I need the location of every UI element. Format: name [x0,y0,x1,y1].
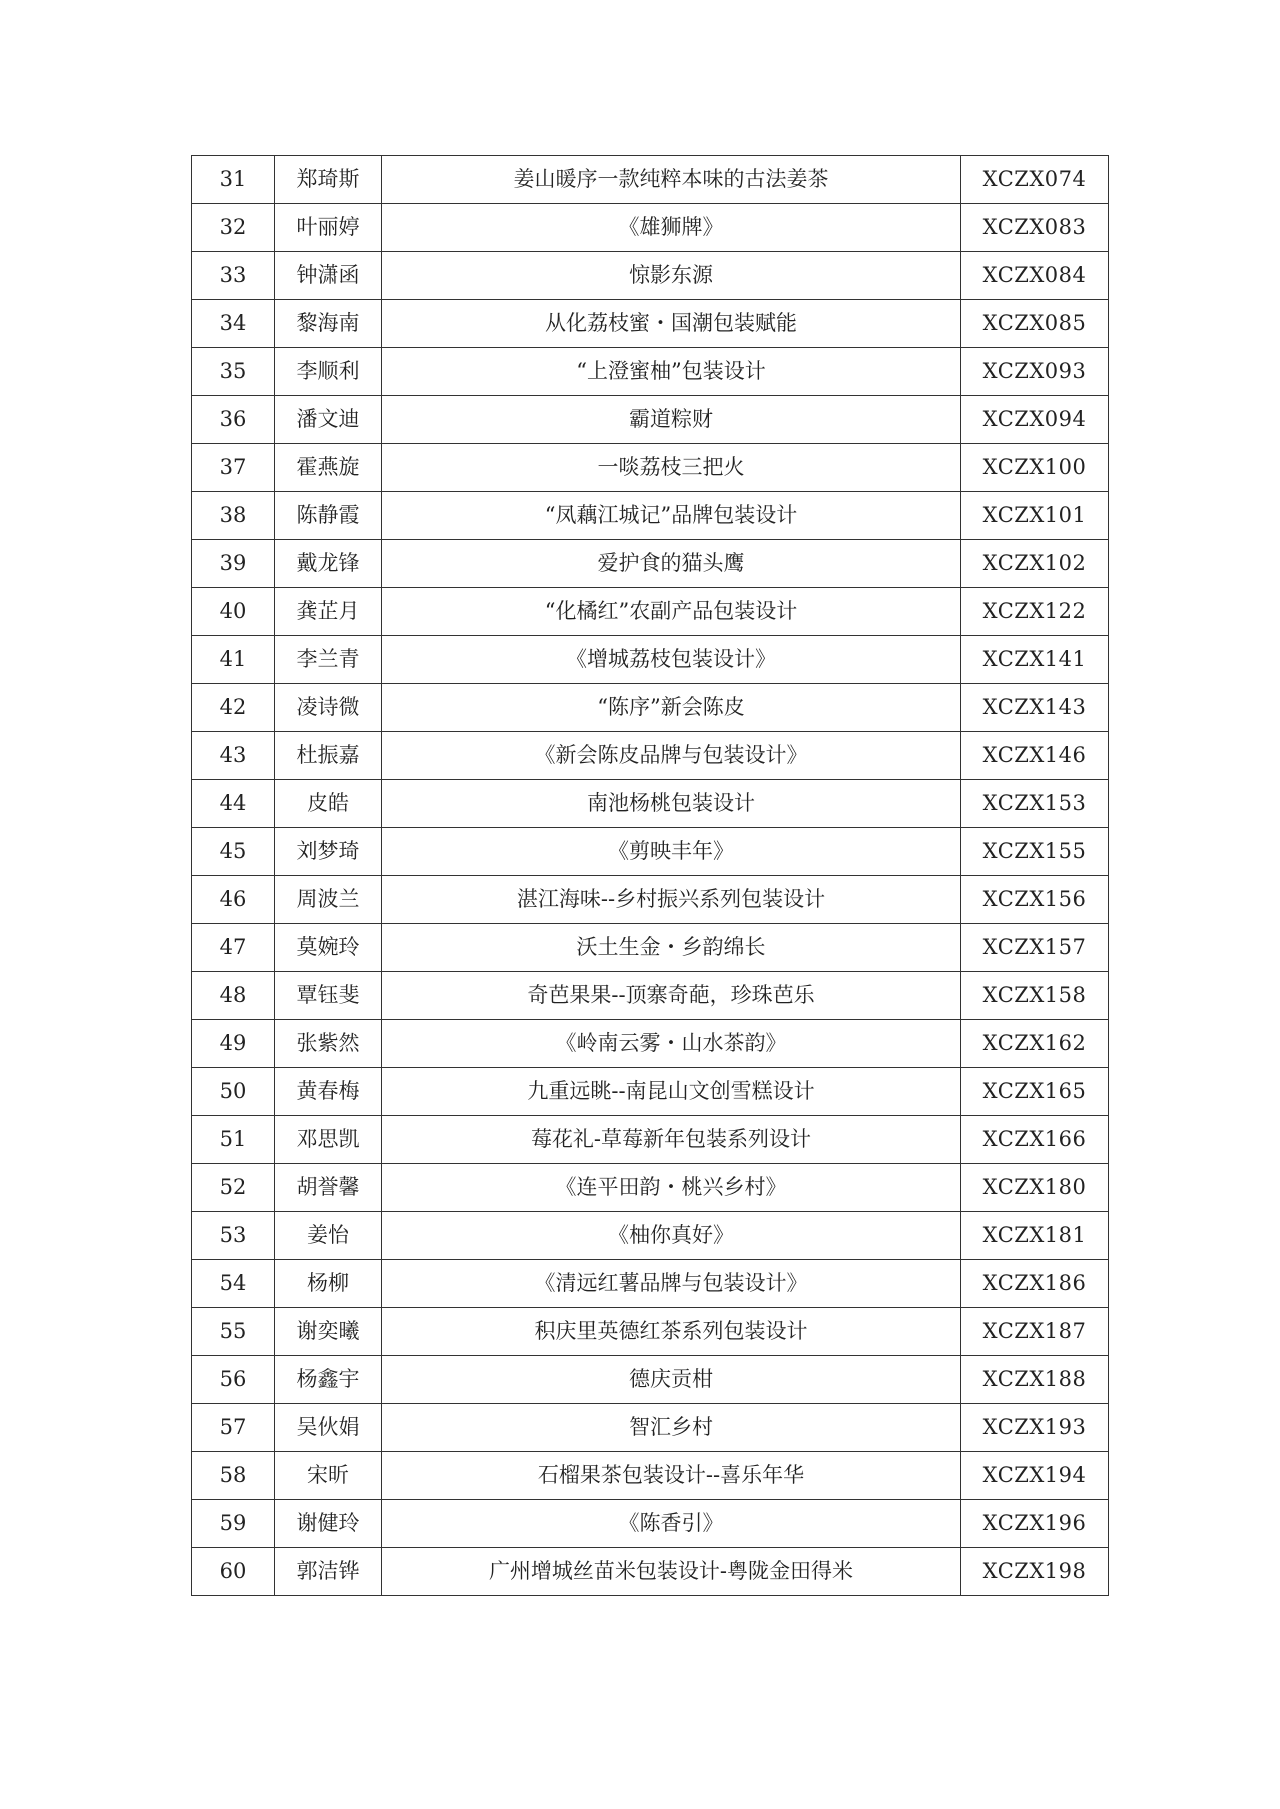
work-title: 《柚你真好》 [382,1212,961,1260]
work-title: 沃土生金・乡韵绵长 [382,924,961,972]
table-row [192,1500,1109,1548]
entrant-name: 杜振嘉 [275,732,382,780]
entry-number: 60 [192,1548,275,1596]
work-title: 《剪映丰年》 [382,828,961,876]
entrant-name: 周波兰 [275,876,382,924]
table-row [192,444,1109,492]
work-title: 一啖荔枝三把火 [382,444,961,492]
entry-number: 31 [192,156,275,204]
work-title: 惊影东源 [382,252,961,300]
entries-table [191,155,1109,1596]
entry-number: 43 [192,732,275,780]
work-title: 《陈香引》 [382,1500,961,1548]
table-row [192,780,1109,828]
entry-code: XCZX157 [961,924,1109,972]
entry-code: XCZX074 [961,156,1109,204]
entrant-name: 陈静霞 [275,492,382,540]
work-title: 南池杨桃包装设计 [382,780,961,828]
entrant-name: 钟潇函 [275,252,382,300]
work-title: 湛江海味--乡村振兴系列包装设计 [382,876,961,924]
work-title: 九重远眺--南昆山文创雪糕设计 [382,1068,961,1116]
entry-number: 41 [192,636,275,684]
table-row [192,156,1109,204]
work-title: 《雄狮牌》 [382,204,961,252]
entry-code: XCZX101 [961,492,1109,540]
entrant-name: 吴伙娟 [275,1404,382,1452]
entry-number: 54 [192,1260,275,1308]
entrant-name: 张紫然 [275,1020,382,1068]
table-row [192,1260,1109,1308]
work-title: 爱护食的猫头鹰 [382,540,961,588]
work-title: “陈序”新会陈皮 [382,684,961,732]
table-row [192,204,1109,252]
entry-code: XCZX084 [961,252,1109,300]
entries-table-body [192,156,1109,1596]
entry-code: XCZX155 [961,828,1109,876]
work-title: 霸道粽财 [382,396,961,444]
entry-number: 45 [192,828,275,876]
work-title: 石榴果茶包装设计--喜乐年华 [382,1452,961,1500]
entry-number: 46 [192,876,275,924]
entrant-name: 刘梦琦 [275,828,382,876]
work-title: “凤藕江城记”品牌包装设计 [382,492,961,540]
table-row [192,1116,1109,1164]
table-row [192,300,1109,348]
table-row [192,876,1109,924]
table-row [192,252,1109,300]
entry-code: XCZX102 [961,540,1109,588]
work-title: 《清远红薯品牌与包装设计》 [382,1260,961,1308]
entry-number: 40 [192,588,275,636]
work-title: 从化荔枝蜜・国潮包装赋能 [382,300,961,348]
entrant-name: 邓思凯 [275,1116,382,1164]
entry-number: 52 [192,1164,275,1212]
work-title: 《新会陈皮品牌与包装设计》 [382,732,961,780]
entry-code: XCZX162 [961,1020,1109,1068]
entry-number: 33 [192,252,275,300]
entry-code: XCZX166 [961,1116,1109,1164]
entry-code: XCZX141 [961,636,1109,684]
entrant-name: 李兰青 [275,636,382,684]
entry-number: 32 [192,204,275,252]
entrant-name: 黄春梅 [275,1068,382,1116]
table-row [192,684,1109,732]
work-title: 积庆里英德红茶系列包装设计 [382,1308,961,1356]
entry-number: 53 [192,1212,275,1260]
entrant-name: 姜怡 [275,1212,382,1260]
entrant-name: 覃钰斐 [275,972,382,1020]
work-title: 《增城荔枝包装设计》 [382,636,961,684]
entry-code: XCZX122 [961,588,1109,636]
table-row [192,1548,1109,1596]
entry-number: 34 [192,300,275,348]
entrant-name: 潘文迪 [275,396,382,444]
entry-number: 55 [192,1308,275,1356]
table-row [192,1452,1109,1500]
table-row [192,828,1109,876]
entrant-name: 郭洁铧 [275,1548,382,1596]
entry-code: XCZX093 [961,348,1109,396]
entry-code: XCZX187 [961,1308,1109,1356]
table-row [192,588,1109,636]
entry-number: 36 [192,396,275,444]
work-title: 《岭南云雾・山水茶韵》 [382,1020,961,1068]
table-row [192,636,1109,684]
table-row [192,1020,1109,1068]
entrant-name: 谢健玲 [275,1500,382,1548]
entry-number: 47 [192,924,275,972]
work-title: “化橘红”农副产品包装设计 [382,588,961,636]
entrant-name: 黎海南 [275,300,382,348]
entry-number: 58 [192,1452,275,1500]
entrant-name: 李顺利 [275,348,382,396]
entrant-name: 杨鑫宇 [275,1356,382,1404]
entrant-name: 宋昕 [275,1452,382,1500]
entry-code: XCZX186 [961,1260,1109,1308]
work-title: 奇芭果果--顶寨奇葩，珍珠芭乐 [382,972,961,1020]
entry-number: 59 [192,1500,275,1548]
table-row [192,1164,1109,1212]
entry-code: XCZX143 [961,684,1109,732]
table-row [192,540,1109,588]
work-title: 广州增城丝苗米包装设计-粤陇金田得米 [382,1548,961,1596]
entrant-name: 谢奕曦 [275,1308,382,1356]
work-title: 德庆贡柑 [382,1356,961,1404]
table-row [192,732,1109,780]
entry-number: 35 [192,348,275,396]
entry-number: 42 [192,684,275,732]
entry-code: XCZX158 [961,972,1109,1020]
entry-code: XCZX146 [961,732,1109,780]
table-row [192,348,1109,396]
entry-number: 51 [192,1116,275,1164]
entry-number: 39 [192,540,275,588]
entrant-name: 凌诗微 [275,684,382,732]
entry-number: 49 [192,1020,275,1068]
table-row [192,1356,1109,1404]
entry-code: XCZX083 [961,204,1109,252]
entrant-name: 莫婉玲 [275,924,382,972]
entry-code: XCZX085 [961,300,1109,348]
entrant-name: 龚芷月 [275,588,382,636]
entry-number: 44 [192,780,275,828]
entry-number: 38 [192,492,275,540]
entrant-name: 霍燕旋 [275,444,382,492]
entry-number: 57 [192,1404,275,1452]
work-title: 智汇乡村 [382,1404,961,1452]
entry-code: XCZX193 [961,1404,1109,1452]
entrant-name: 皮皓 [275,780,382,828]
work-title: “上澄蜜柚”包装设计 [382,348,961,396]
entry-code: XCZX100 [961,444,1109,492]
table-row [192,396,1109,444]
table-row [192,1404,1109,1452]
table-row [192,972,1109,1020]
entry-code: XCZX181 [961,1212,1109,1260]
entry-code: XCZX180 [961,1164,1109,1212]
entrant-name: 郑琦斯 [275,156,382,204]
table-row [192,1068,1109,1116]
entry-code: XCZX165 [961,1068,1109,1116]
work-title: 《连平田韵・桃兴乡村》 [382,1164,961,1212]
entry-code: XCZX153 [961,780,1109,828]
entrant-name: 叶丽婷 [275,204,382,252]
entry-code: XCZX188 [961,1356,1109,1404]
entry-number: 48 [192,972,275,1020]
work-title: 莓花礼-草莓新年包装系列设计 [382,1116,961,1164]
entry-number: 37 [192,444,275,492]
entry-number: 56 [192,1356,275,1404]
table-row [192,924,1109,972]
work-title: 姜山暖序一款纯粹本味的古法姜茶 [382,156,961,204]
entrant-name: 胡誉馨 [275,1164,382,1212]
table-row [192,1212,1109,1260]
entry-code: XCZX194 [961,1452,1109,1500]
entry-code: XCZX198 [961,1548,1109,1596]
entry-number: 50 [192,1068,275,1116]
entry-code: XCZX196 [961,1500,1109,1548]
entry-code: XCZX094 [961,396,1109,444]
entrant-name: 杨柳 [275,1260,382,1308]
table-row [192,492,1109,540]
entrant-name: 戴龙锋 [275,540,382,588]
entry-code: XCZX156 [961,876,1109,924]
table-row [192,1308,1109,1356]
